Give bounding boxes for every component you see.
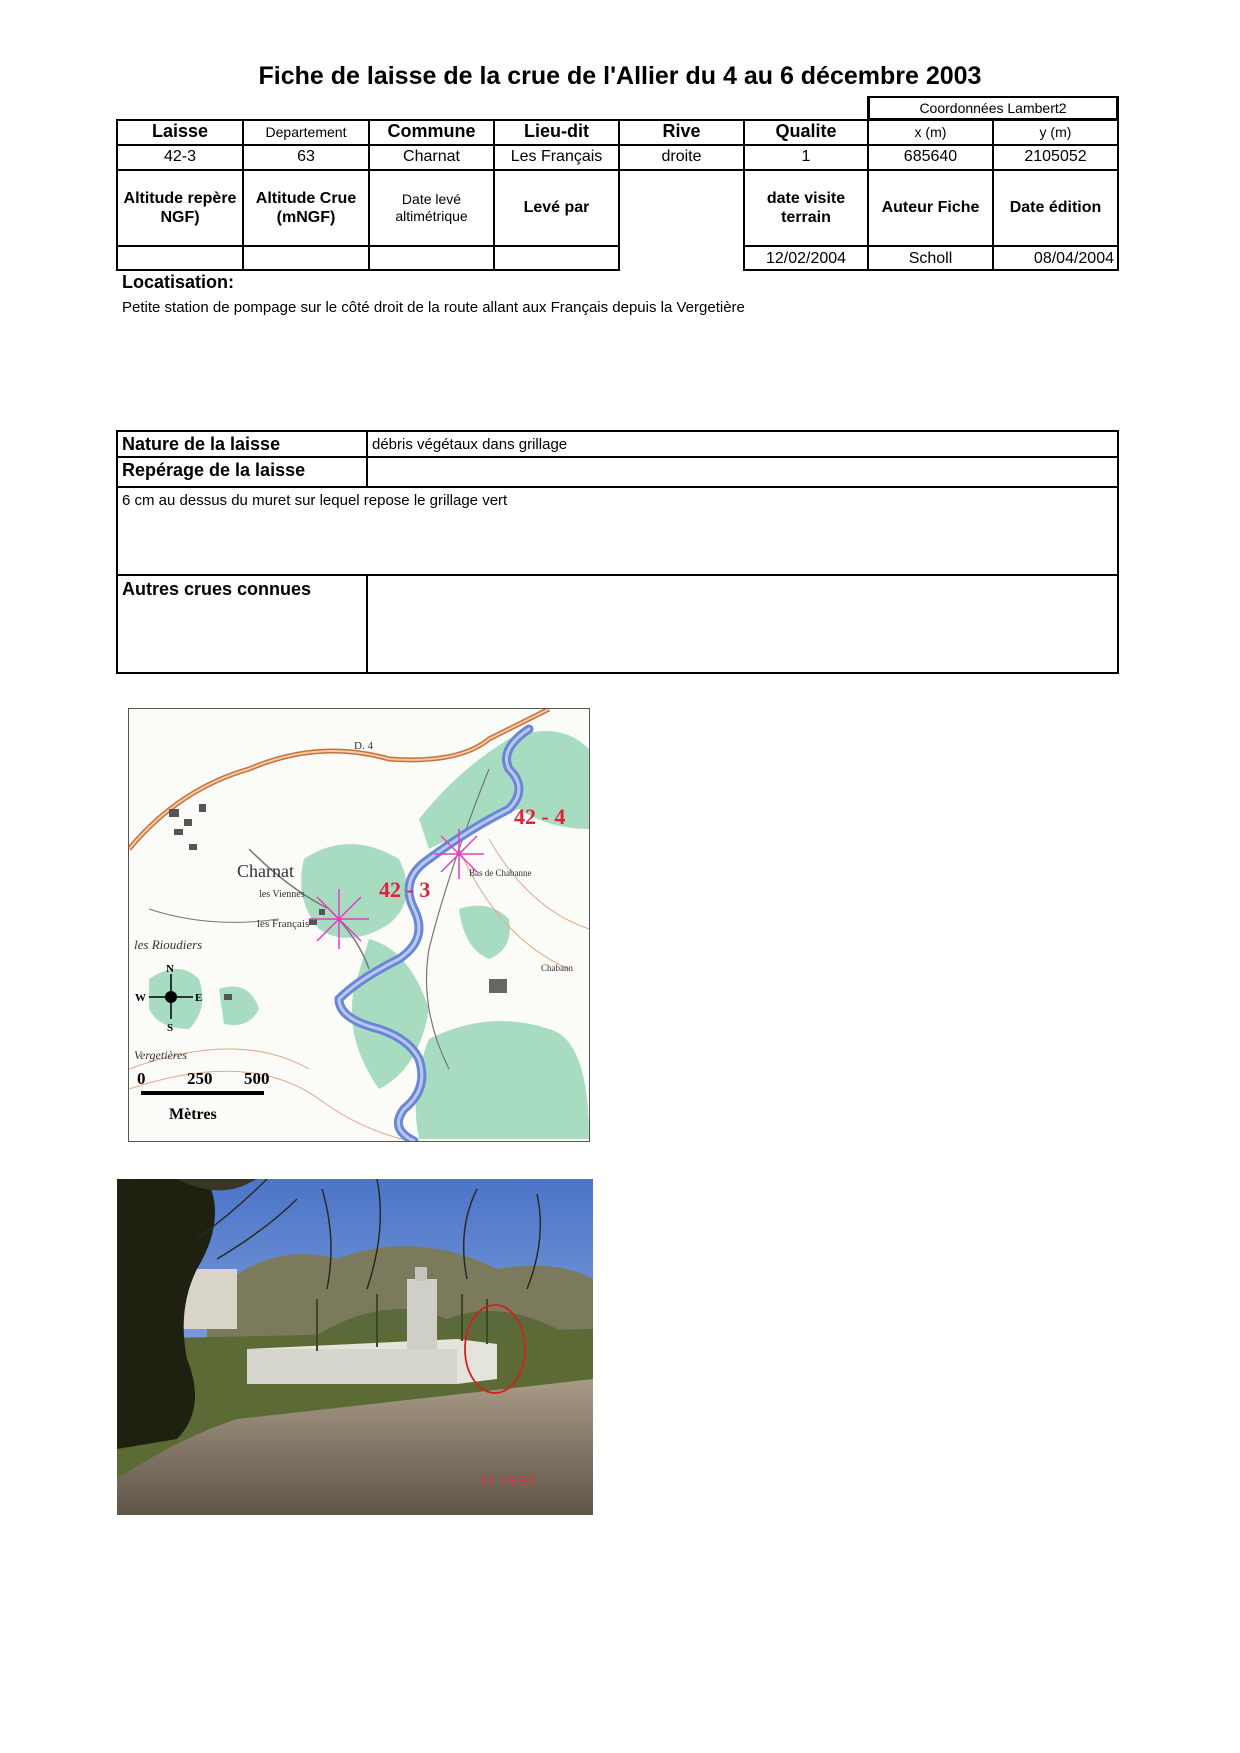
value-y: 2105052 [1024,148,1087,166]
table-line [366,430,368,488]
autres-crues-label: Autres crues connues [122,579,312,599]
value-qualite: 1 [801,148,811,166]
map-label-rioudiers: les Rioudiers [134,937,203,952]
nature-value: débris végétaux dans grillage [372,436,568,453]
value-date-visite: 12/02/2004 [765,250,847,268]
header-lieu-dit: Lieu-dit [524,121,589,142]
header-date-leve: Date levé altimétrique [395,191,468,224]
table-line [867,96,869,271]
table-line [116,574,1119,576]
map-label-viennes: les Viennes [259,889,305,900]
photo-timestamp: 12 15:52 [479,1473,536,1490]
localisation-label: Locatisation: [122,272,235,292]
header-y: y (m) [1039,123,1072,140]
scale-250: 250 [187,1069,213,1088]
compass-e: E [195,992,203,1004]
table-line [366,574,368,674]
scale-bar [137,1069,270,1123]
value-rive: droite [661,148,702,166]
reperage-label: Repérage de la laisse [122,460,306,480]
map-label-bas-chabanne: Bas de Chabanne [469,868,532,878]
nature-label: Nature de la laisse [122,434,281,454]
table-line [743,119,745,271]
compass-w: W [135,992,146,1004]
page-title: Fiche de laisse de la crue de l'Allier du 4 au 6 décembre 2003 [258,62,982,90]
value-auteur: Scholl [908,250,953,268]
map-label-road: D. 4 [354,740,373,752]
header-laisse: Laisse [151,121,209,142]
location-map [128,708,590,1142]
table-line [242,119,244,271]
header-commune: Commune [387,121,476,142]
table-line [116,119,118,271]
table-line [1117,96,1119,271]
table-line [992,119,994,271]
header-departement: Departement [265,123,347,140]
header-date-edition: Date édition [1009,199,1102,217]
value-x: 685640 [903,148,958,166]
scale-500: 500 [244,1069,270,1088]
table-line [368,119,370,271]
header-qualite: Qualite [775,121,837,142]
scale-0: 0 [137,1069,146,1088]
value-departement: 63 [297,148,315,166]
map-graphic [129,709,589,1141]
map-label-charnat: Charnat [237,861,294,881]
header-auteur: Auteur Fiche [881,199,980,217]
table-line [743,269,1119,271]
table-line [493,119,495,271]
value-laisse: 42-3 [163,148,197,166]
compass-n: N [166,963,174,975]
localisation-text: Petite station de pompage sur le côté droit de la route allant aux Français depuis la Vergetière [122,299,745,316]
marker-label-42-3: 42 - 3 [379,877,431,902]
table-line [743,245,1119,247]
value-commune: Charnat [403,148,460,166]
table-line [116,456,1119,458]
header-date-visite: date visite terrain [766,189,846,226]
header-rive: Rive [662,121,701,142]
coords-header: Coordonnées Lambert2 [868,96,1118,120]
table-line [116,486,1119,488]
table-line [618,119,620,271]
header-x: x (m) [914,123,947,140]
map-label-francais: les Français [257,918,310,930]
value-lieu-dit: Les Français [510,148,603,166]
header-leve-par: Levé par [523,199,590,217]
header-altitude-crue: Altitude Crue (mNGF) [255,189,357,226]
photo-graphic [117,1179,593,1515]
marker-label-42-4: 42 - 4 [514,804,566,829]
map-label-chabanne: Chabann [541,963,573,973]
map-label-vergetieres: Vergetières [134,1048,188,1062]
scale-unit: Mètres [169,1106,217,1123]
header-altitude-repere: Altitude repère NGF) [123,189,237,226]
reperage-text: 6 cm au dessus du muret sur lequel repose le grillage vert [122,492,508,509]
value-date-edition: 08/04/2004 [1033,250,1114,268]
compass-s: S [167,1022,174,1034]
marker-42-3 [309,889,369,949]
site-photo [117,1179,593,1515]
